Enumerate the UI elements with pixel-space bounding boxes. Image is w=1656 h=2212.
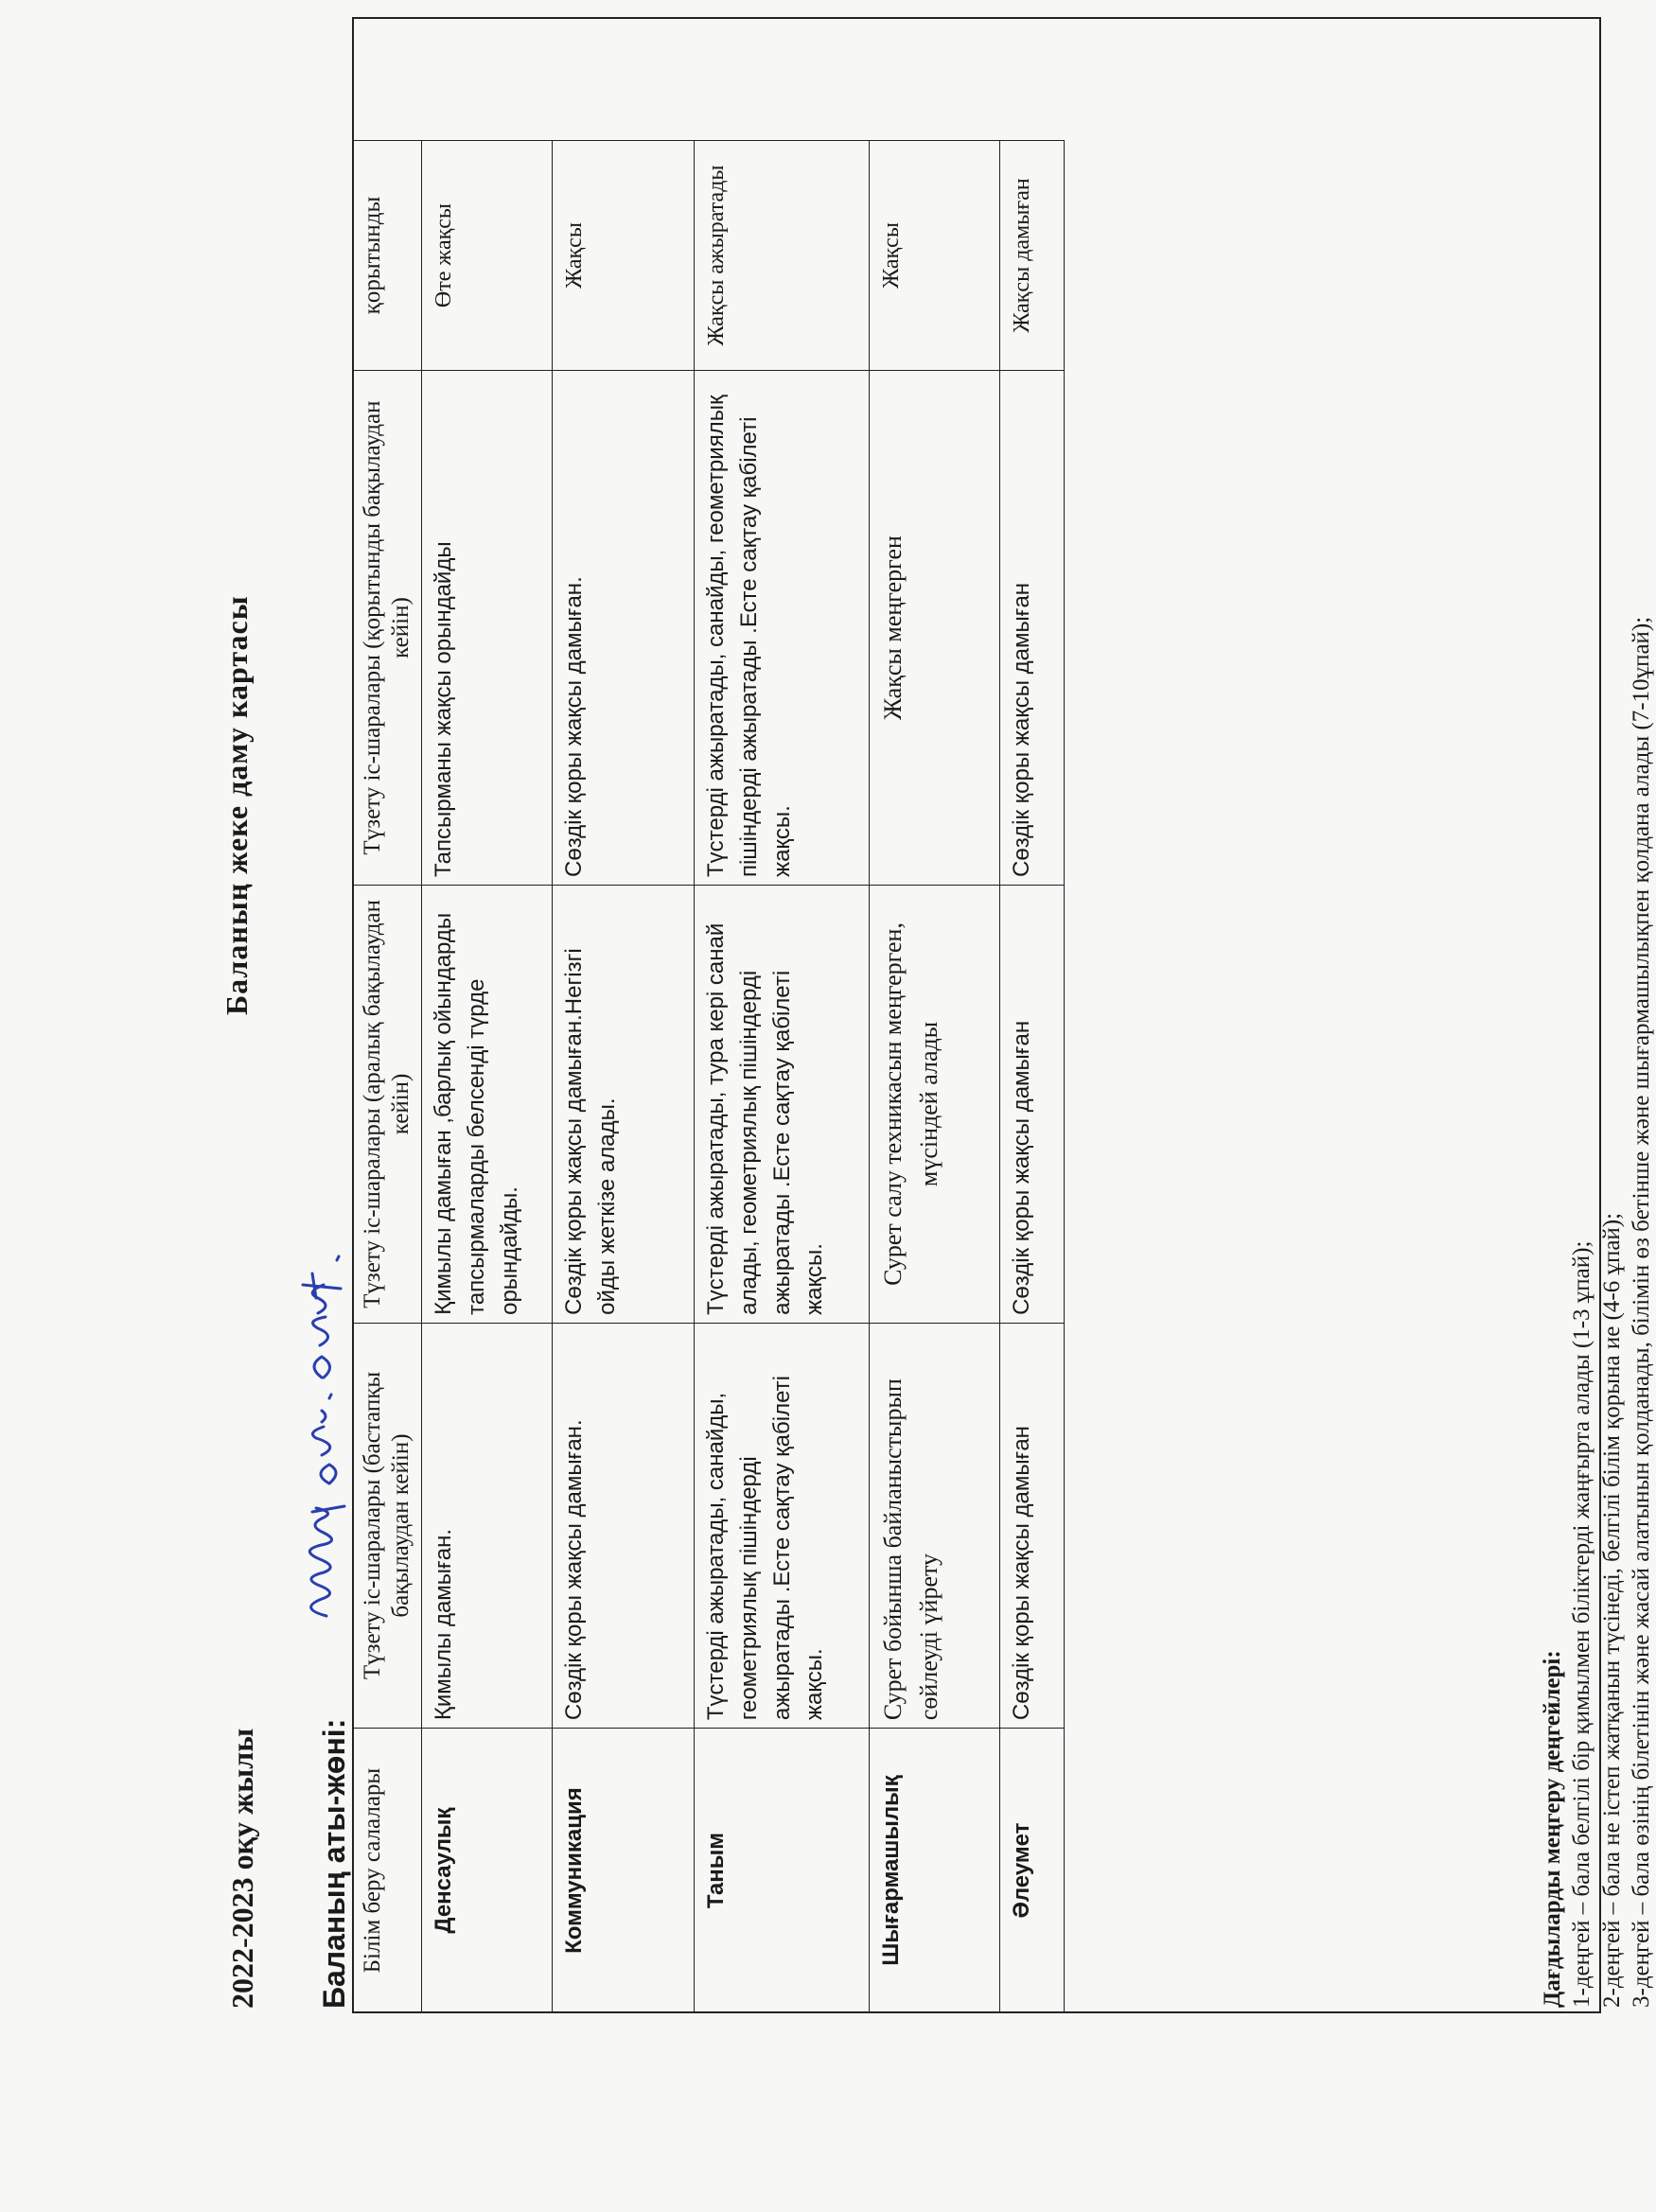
interim-cell: Сөздік қоры жақсы дамыған.Негізгі ойды жеткізе алады. — [553, 885, 695, 1323]
final-cell: Сөздік қоры жақсы дамыған. — [553, 371, 695, 886]
legend-level-3: 3-деңгей – бала өзінің білетінін және жасай алатынын қолданады, білімін өз бетінше және шығармашылықпен қолдана алады (7-10ұпай); — [1628, 616, 1654, 2008]
table-row — [695, 141, 870, 2013]
header-initial: Түзету іс-шаралары (бастапқы бақылаудан кейін) — [353, 1323, 422, 1728]
conclusion-cell: Жақсы — [553, 141, 695, 371]
final-cell: Жақсы меңгерген — [870, 371, 1000, 886]
initial-cell: Сөздік қоры жақсы дамыған. — [553, 1323, 695, 1728]
initial-cell: Түстерді ажыратады, санайды, геометриялық пішіндерді ажыратады .Есте сақтау қабілеті жақсы. — [695, 1323, 870, 1728]
table-row — [422, 141, 553, 2013]
area-cell: Таным — [695, 1729, 870, 2013]
skill-levels-legend — [1538, 30, 1656, 2008]
conclusion-cell: Жақсы — [870, 141, 1000, 371]
development-table — [352, 140, 1065, 2013]
header-area: Білім беру салалары — [353, 1729, 422, 2013]
area-cell: Әлеумет — [1000, 1729, 1065, 2013]
interim-cell: Қимылы дамыған ,барлық ойындарды тапсырмаларды белсенді түрде орындайды. — [422, 885, 553, 1323]
legend-level-2: 2-деңгей – бала не істеп жатқанын түсінеді, белгілі білім қорына ие (4-6 ұпай); — [1598, 1212, 1625, 2008]
legend-level-1: 1-деңгей – бала белгілі бір қимылмен біліктерді жаңғырта алады (1-3 ұпай); — [1569, 1240, 1595, 2008]
final-cell: Тапсырманы жақсы орындайды — [422, 371, 553, 886]
header-conclusion: қорытынды — [353, 141, 422, 371]
initial-cell: Қимылы дамыған. — [422, 1323, 553, 1728]
table-row — [553, 141, 695, 2013]
academic-year: 2022-2023 оқу жылы — [225, 1728, 259, 2009]
legend-title: Дағдыларды меңгеру деңгейлері: — [1540, 1650, 1565, 2008]
area-cell: Шығармашылық — [870, 1729, 1000, 2013]
conclusion-cell: Жақсы ажыратады — [695, 141, 870, 371]
page-title: Баланың жеке даму картасы — [220, 595, 254, 1015]
area-cell: Денсаулық — [422, 1729, 553, 2013]
header-interim: Түзету іс-шаралары (аралық бақылаудан кейін) — [353, 885, 422, 1323]
initial-cell: Сөздік қоры жақсы дамыған — [1000, 1323, 1065, 1728]
final-cell: Түстерді ажыратады, санайды, геометриялық пішіндерді ажыратады .Есте сақтау қабілеті жақсы. — [695, 371, 870, 886]
interim-cell: Сурет салу техникасын меңгерген, мүсіндей алады — [870, 885, 1000, 1323]
child-name-label: Баланың аты-жөні: — [317, 1718, 351, 2009]
initial-cell: Сурет бойынша байланыстырып сөйлеуді үйрету — [870, 1323, 1000, 1728]
interim-cell: Түстерді ажыратады, тура кері санай алады, геометриялық пішіндерді ажыратады .Есте сақтау қабілеті жақсы. — [695, 885, 870, 1323]
table-header-row — [353, 141, 422, 2013]
conclusion-cell: Жақсы дамыған — [1000, 141, 1065, 371]
area-cell: Коммуникация — [553, 1729, 695, 2013]
table-row — [1000, 141, 1065, 2013]
conclusion-cell: Өте жақсы — [422, 141, 553, 371]
final-cell: Сөздік қоры жақсы дамыған — [1000, 371, 1065, 886]
header-final: Түзету іс-шаралары (қорытынды бақылаудан кейін) — [353, 371, 422, 886]
table-row — [870, 141, 1000, 2013]
handwritten-name-signature — [284, 1228, 360, 1625]
interim-cell: Сөздік қоры жақсы дамыған — [1000, 885, 1065, 1323]
